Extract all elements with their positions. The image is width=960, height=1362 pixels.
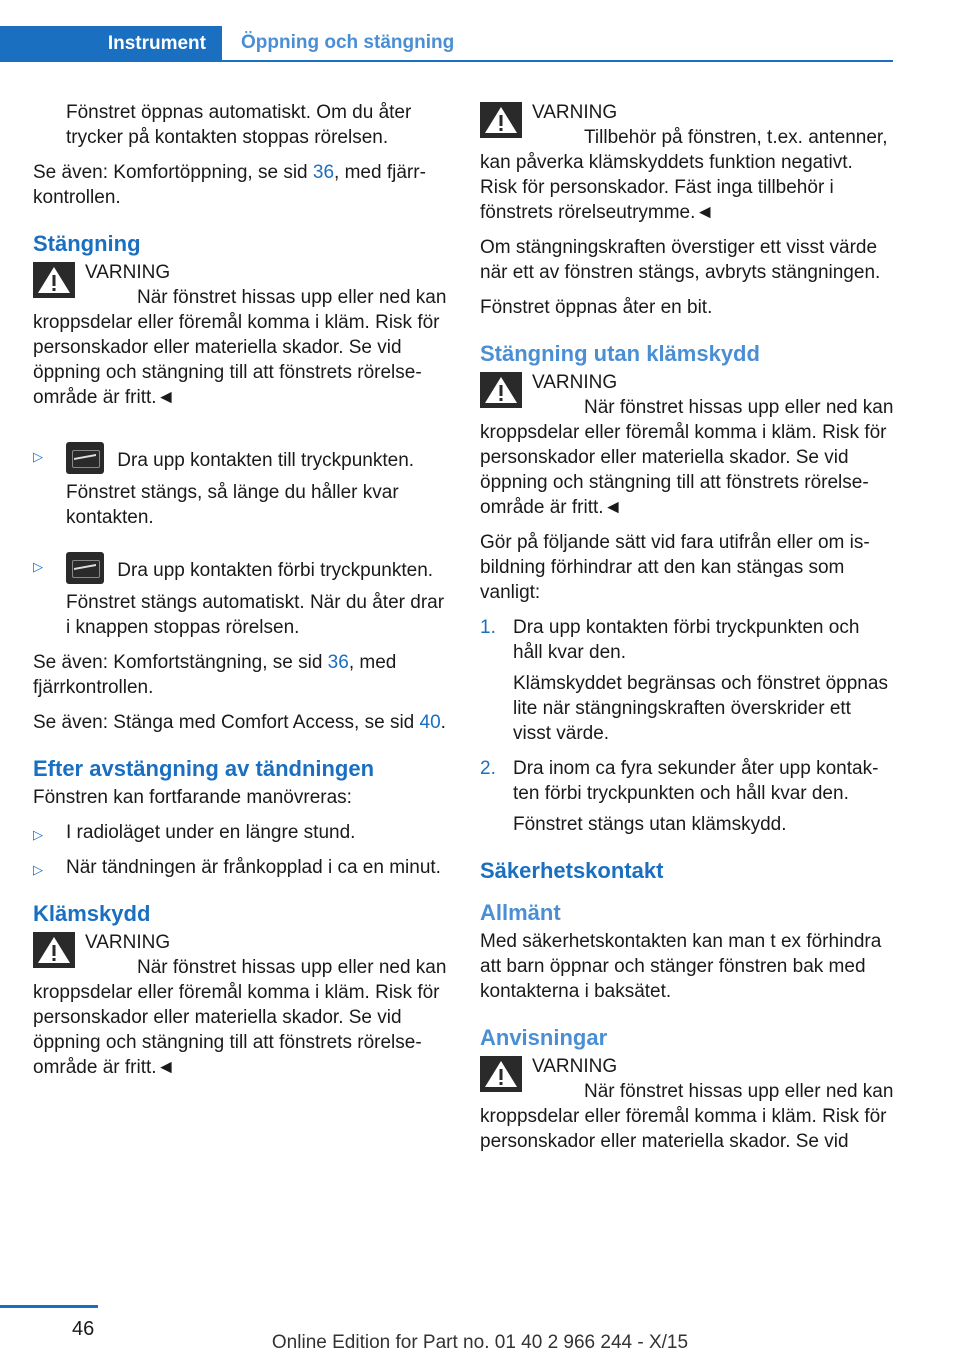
warning-triangle-icon xyxy=(480,1056,522,1092)
list-item: ▷ Dra upp kontakten förbi tryckpunkten. Fönstret stängs automatiskt. När du åter drar i knappen stoppas rörelsen. xyxy=(33,552,447,640)
left-column xyxy=(33,100,447,1090)
paragraph: Se även: Komfortöppning, se sid 36, med fjärrkontrollen. xyxy=(33,162,426,208)
warning-triangle-icon xyxy=(33,262,75,298)
warning-title: VARNING xyxy=(532,1056,618,1077)
warning-text: När fönstret hissas upp eller ned kan kroppsdelar eller föremål komma i kläm. Risk för personskador eller materiella skador. Se vid öppning och stängning till att fönstrets rörelseområde är fritt.◄ xyxy=(480,397,894,518)
warning-text: När fönstret hissas upp eller ned kan kroppsdelar eller föremål komma i kläm. Risk för personskador eller materiella skador. Se vid xyxy=(480,1081,894,1152)
warning-triangle-icon xyxy=(480,102,522,138)
warning-block xyxy=(33,260,447,410)
page-link[interactable]: 40 xyxy=(419,712,441,733)
list-item: ▷ När tändningen är frånkopplad i ca en minut. xyxy=(33,855,447,880)
page-link[interactable]: 36 xyxy=(327,652,349,673)
warning-title: VARNING xyxy=(85,932,171,953)
warning-triangle-icon xyxy=(33,932,75,968)
page-link[interactable]: 36 xyxy=(312,162,335,183)
page-number: 46 xyxy=(72,1318,95,1340)
numbered-item: 2. Dra inom ca fyra sekunder åter upp kontakten förbi tryckpunkten och håll kvar den. Fönstret stängs utan klämskydd. xyxy=(480,758,879,835)
paragraph: Se även: Komfortstängning, se sid 36, med fjärrkontrollen. xyxy=(33,652,397,698)
chapter-tab[interactable]: Instrument xyxy=(0,26,222,62)
heading-klamskydd: Klämskydd xyxy=(33,901,151,926)
window-switch-icon xyxy=(66,442,104,474)
heading-allmant: Allmänt xyxy=(480,900,561,925)
footer-rule xyxy=(0,1305,98,1308)
paragraph: Se även: Stänga med Comfort Access, se sid 40. xyxy=(33,712,446,733)
window-switch-icon xyxy=(66,552,104,584)
list-item: ▷ Dra upp kontakten till tryckpunkten. Fönstret stängs, så länge du håller kvar kontakten. xyxy=(33,442,447,530)
paragraph: Fönstret öppnas automatiskt. Om du åter trycker på kontakten stoppas rörelsen. xyxy=(66,102,412,148)
warning-block xyxy=(480,370,894,520)
bullet-triangle-icon: ▷ xyxy=(33,827,43,842)
paragraph: Om stängningskraften överstiger ett visst värde när ett av fönstren stängs, avbryts stängningen. xyxy=(480,237,881,283)
warning-title: VARNING xyxy=(85,262,171,283)
warning-text: När fönstret hissas upp eller ned kan kroppsdelar eller föremål komma i kläm. Risk för personskador eller materiella skador. Se vid öppning och stängning till att fönstrets rörelseområde är fritt.◄ xyxy=(33,957,447,1078)
heading-stangning: Stängning xyxy=(33,231,141,256)
warning-block xyxy=(480,1054,894,1154)
edition-text: Online Edition for Part no. 01 40 2 966 244 - X/15 xyxy=(271,1332,689,1353)
page-header xyxy=(0,26,893,62)
heading-efter: Efter avstängning av tändningen xyxy=(33,756,375,781)
bullet-triangle-icon: ▷ xyxy=(33,559,43,574)
heading-sakerhetskontakt: Säkerhetskontakt xyxy=(480,858,664,883)
warning-block xyxy=(480,100,894,225)
heading-anvisningar: Anvisningar xyxy=(480,1025,608,1050)
warning-triangle-icon xyxy=(480,372,522,408)
list-item: ▷ I radioläget under en längre stund. xyxy=(33,820,447,845)
paragraph: Med säkerhetskontakten kan man t ex förhindra att barn öppnar och stänger fönstren bak med kontakterna i baksätet. xyxy=(480,931,882,1002)
bullet-triangle-icon: ▷ xyxy=(33,862,43,877)
warning-title: VARNING xyxy=(532,372,618,393)
paragraph: Gör på följande sätt vid fara utifrån eller om isbildning förhindrar att den kan stängas som vanligt: xyxy=(480,532,870,603)
paragraph: Fönstret öppnas åter en bit. xyxy=(480,297,713,318)
right-column xyxy=(480,100,894,1164)
heading-utan-klamskydd: Stängning utan klämskydd xyxy=(480,341,760,366)
bullet-triangle-icon: ▷ xyxy=(33,449,43,464)
warning-text: Tillbehör på fönstren, t.ex. antenner, kan påverka klämskyddets funktion negativt. Risk för personskador. Fäst inga tillbehör i fönstrets rörelseutrymme.◄ xyxy=(480,127,888,223)
warning-block xyxy=(33,930,447,1080)
section-tab[interactable]: Öppning och stängning xyxy=(222,26,893,62)
numbered-item: 1. Dra upp kontakten förbi tryckpunkten och håll kvar den. Klämskyddet begränsas och fönstret öppnas lite när stängningskraften överskrider ett visst värde. xyxy=(480,617,888,744)
paragraph: Fönstren kan fortfarande manövreras: xyxy=(33,787,352,808)
warning-title: VARNING xyxy=(532,102,618,123)
warning-text: När fönstret hissas upp eller ned kan kroppsdelar eller föremål komma i kläm. Risk för personskador eller materiella skador. Se vid öppning och stängning till att fönstrets rörelseområde är fritt.◄ xyxy=(33,287,447,408)
